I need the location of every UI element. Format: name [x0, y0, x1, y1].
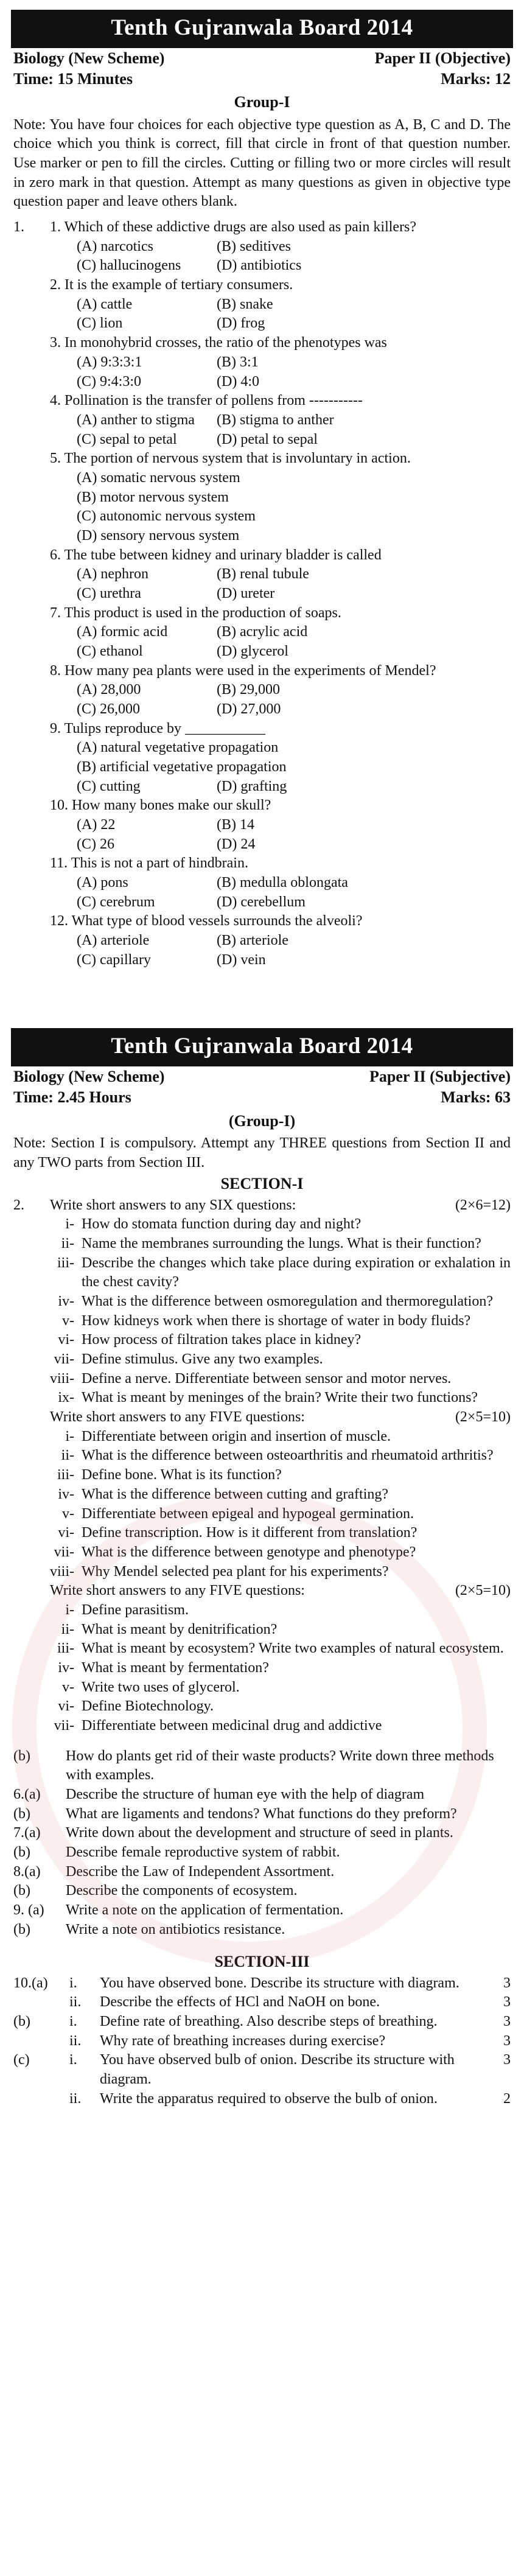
mcq-number: 3. — [50, 335, 61, 351]
q2-item-text: Define a nerve. Differentiate between sensor and motor nerves. — [82, 1370, 452, 1387]
mcq-option: (B) 3:1 — [217, 354, 259, 370]
q3-item-text: Differentiate between origin and insertion of muscle. — [82, 1428, 391, 1444]
mcq-option: (A) cattle — [77, 296, 133, 312]
s3-question — [13, 2032, 511, 2051]
q4-item-text: Write two uses of glycerol. — [82, 1679, 240, 1695]
mcq-number: 7. — [50, 604, 61, 621]
mcq-number: 10. — [50, 797, 68, 814]
mcq-options — [50, 681, 511, 719]
mcq-option: (B) stigma to anther — [217, 411, 334, 428]
q4-item-number: ii- — [61, 1621, 74, 1637]
s3-marks: 2 — [503, 2090, 511, 2107]
mcq-option: (A) arteriole — [77, 932, 150, 948]
q4-item-number: vii- — [54, 1717, 74, 1734]
s3-sub-label: ii. — [69, 2032, 82, 2049]
q4-item-number: v- — [62, 1679, 74, 1695]
long-question-text: Write a note on antibiotics resistance. — [66, 1921, 285, 1937]
long-question-text: Describe the Law of Independent Assortment. — [66, 1863, 335, 1880]
q2-number: 2. — [13, 1197, 24, 1213]
q3-item-text: What is the difference between cutting and grafting? — [82, 1486, 389, 1502]
mcq-stem-text: The tube between kidney and urinary bladder is called — [64, 547, 382, 563]
mcq-option: (D) vein — [217, 951, 266, 968]
mcq-item — [50, 218, 511, 276]
paper2-subject: Biology (New Scheme) — [13, 1068, 165, 1086]
mcq-options — [50, 295, 511, 334]
q4-item-number: i- — [65, 1601, 74, 1618]
mcq-option: (D) 4:0 — [217, 373, 259, 390]
mcq-options — [50, 469, 511, 546]
q2-item-number: vii- — [54, 1351, 74, 1368]
paper2-meta-row2 — [0, 1087, 524, 1108]
s3-question-text: You have observed bone. Describe its structure with diagram. — [100, 1975, 459, 1991]
long-question-label: 9. (a) — [13, 1902, 44, 1918]
s3-marks: 3 — [503, 2013, 511, 2029]
mcq-number: 4. — [50, 393, 61, 409]
long-question — [13, 1824, 511, 1843]
q2-item-number: iii- — [57, 1255, 74, 1271]
q3-item-text: Why Mendel selected pea plant for his experiments? — [82, 1563, 389, 1580]
mcq-option: (B) motor nervous system — [77, 489, 229, 505]
mcq-item — [50, 796, 511, 854]
mcq-item — [50, 854, 511, 912]
q4-list — [0, 1601, 524, 1736]
q3-item — [37, 1543, 511, 1563]
s3-part-label — [13, 1993, 69, 2012]
mcq-option: (D) ureter — [217, 585, 275, 601]
mcq-stem — [50, 449, 511, 469]
mcq-item — [50, 334, 511, 391]
q3-item-number: iv- — [58, 1486, 74, 1502]
q4-item-number: iii- — [57, 1640, 74, 1657]
paper2-paper: Paper II (Subjective) — [369, 1068, 511, 1086]
q4-header — [0, 1581, 524, 1601]
q3-item — [37, 1524, 511, 1543]
q2-item — [37, 1312, 511, 1331]
q2-list — [0, 1215, 524, 1408]
q2-item — [37, 1234, 511, 1254]
q2-item-number: ii- — [61, 1236, 74, 1252]
mcq-option: (C) capillary — [77, 951, 151, 968]
mcq-number: 6. — [50, 547, 61, 563]
paper1-marks: Marks: 12 — [441, 70, 511, 88]
q3-item-text: What is the difference between osteoarthritis and rheumatoid arthritis? — [82, 1447, 494, 1464]
mcq-option: (A) natural vegetative propagation — [77, 740, 279, 756]
mcq-option: (A) pons — [77, 874, 128, 891]
mcq-stem — [50, 391, 511, 411]
mcq-number: 1. — [50, 219, 61, 236]
q2-item — [37, 1350, 511, 1370]
mcq-stem-text: Which of these addictive drugs are also used as pain killers? — [64, 219, 417, 236]
q4-item-text: What is meant by denitrification? — [82, 1621, 278, 1637]
mcq-stem-text: Pollination is the transfer of pollens from ----------- — [65, 393, 363, 409]
s3-sub-label: i. — [69, 2013, 77, 2029]
long-question — [13, 1881, 511, 1901]
q3-item — [37, 1485, 511, 1505]
mcq-item — [50, 276, 511, 334]
mcq-options — [50, 738, 511, 777]
q2-item-text: What is the difference between osmoregulation and thermoregulation? — [82, 1293, 493, 1310]
mcq-stem — [50, 662, 511, 681]
q2-item-text: How process of filtration takes place in kidney? — [82, 1332, 362, 1348]
mcq-option: (C) cerebrum — [77, 894, 155, 910]
mcq-option: (B) snake — [217, 296, 273, 312]
s3-question-text: Why rate of breathing increases during exercise? — [100, 2032, 386, 2049]
q3-item — [37, 1505, 511, 1524]
s3-part-label: 10.(a) — [13, 1975, 48, 1991]
long-question — [13, 1920, 511, 1940]
q4-item-number: vi- — [58, 1698, 74, 1715]
s3-marks: 3 — [503, 1975, 511, 1991]
long-question-label: (b) — [13, 1844, 30, 1860]
mcq-stem — [50, 334, 511, 353]
q2-item — [37, 1370, 511, 1389]
mcq-option: (D) antibiotics — [217, 257, 302, 274]
s3-question — [13, 2051, 511, 2089]
objective-questions — [0, 218, 524, 970]
s3-marks: 3 — [503, 2052, 511, 2068]
q3-item — [37, 1427, 511, 1447]
mcq-option: (C) urethra — [77, 585, 141, 601]
q3-item-text: Define bone. What is its function? — [82, 1467, 282, 1483]
mcq-number: 8. — [50, 662, 61, 679]
long-question-label: (b) — [13, 1805, 30, 1822]
mcq-option: (A) 9:3:3:1 — [77, 354, 142, 370]
long-question-text: What are ligaments and tendons? What functions do they preform? — [66, 1805, 457, 1822]
mcq-options — [50, 237, 511, 276]
mcq-option: (A) nephron — [77, 566, 148, 583]
paper2-marks: Marks: 63 — [441, 1088, 511, 1107]
mcq-item — [50, 449, 511, 545]
q3-marks: (2×5=10) — [455, 1409, 511, 1426]
long-question-text: Write down about the development and structure of seed in plants. — [66, 1825, 453, 1841]
mcq-option: (C) 9:4:3:0 — [77, 373, 141, 390]
q4-item — [37, 1659, 511, 1678]
mcq-options — [50, 623, 511, 661]
mcq-option: (A) somatic nervous system — [77, 469, 240, 486]
long-question-text: How do plants get rid of their waste products? Write down three methods with examples. — [66, 1748, 494, 1783]
section-1-title: SECTION-I — [220, 1175, 304, 1193]
paper2-time: Time: 2.45 Hours — [13, 1088, 131, 1107]
q3-item-number: vi- — [58, 1525, 74, 1541]
mcq-stem — [50, 912, 511, 931]
paper1-paper: Paper II (Objective) — [374, 49, 511, 67]
mcq-stem-text: In monohybrid crosses, the ratio of the phenotypes was — [65, 335, 387, 351]
q2-marks: (2×6=12) — [455, 1197, 511, 1213]
mcq-options — [50, 353, 511, 391]
s3-sub-label: ii. — [69, 1994, 82, 2011]
q2-item-text: What is meant by meninges of the brain? Write their two functions? — [82, 1390, 478, 1406]
q4-item-number: iv- — [58, 1659, 74, 1676]
long-question-text: Write a note on the application of fermentation. — [66, 1902, 344, 1918]
mcq-number: 9. — [50, 720, 61, 737]
question-number: 1. — [13, 219, 24, 236]
q4-item — [37, 1697, 511, 1717]
mcq-option: (B) arteriole — [217, 932, 288, 948]
mcq-option: (A) 22 — [77, 816, 116, 833]
long-question-label: (b) — [13, 1921, 30, 1937]
q3-item-number: v- — [62, 1505, 74, 1522]
mcq-option: (C) 26,000 — [77, 701, 140, 717]
mcq-number: 2. — [50, 277, 61, 293]
mcq-option: (C) cutting — [77, 778, 141, 794]
q3-item — [37, 1563, 511, 1582]
paper1-time: Time: 15 Minutes — [13, 70, 133, 88]
paper2-meta-row1 — [0, 1066, 524, 1087]
mcq-stem-text: How many pea plants were used in the experiments of Mendel? — [65, 662, 436, 679]
q4-item-text: Define parasitism. — [82, 1601, 189, 1618]
q2-item-text: Define stimulus. Give any two examples. — [82, 1351, 323, 1368]
mcq-option: (B) artificial vegetative propagation — [77, 758, 287, 775]
long-question-label: (b) — [13, 1883, 30, 1899]
mcq-option: (C) 26 — [77, 836, 114, 852]
s3-question — [13, 2090, 511, 2109]
q2-item-text: Describe the changes which take place during expiration or exhalation in the chest cavity? — [82, 1255, 511, 1290]
mcq-stem — [50, 276, 511, 295]
section-3-title: SECTION-III — [214, 1953, 310, 1971]
mcq-options — [50, 816, 511, 854]
long-question-label: (b) — [13, 1748, 30, 1764]
q4-heading: Write short answers to any FIVE questions: — [50, 1583, 305, 1599]
q3-item-number: vii- — [54, 1544, 74, 1560]
mcq-option: (C) hallucinogens — [77, 257, 181, 274]
mcq-options-extra — [50, 777, 511, 797]
mcq-option: (B) seditives — [217, 238, 291, 254]
q3-item-text: Define transcription. How is it different from translation? — [82, 1525, 417, 1541]
mcq-stem-text: It is the example of tertiary consumers. — [65, 277, 293, 293]
long-question — [13, 1805, 511, 1824]
mcq-stem — [50, 719, 511, 739]
q2-heading: Write short answers to any SIX questions: — [50, 1197, 296, 1213]
q4-item — [37, 1620, 511, 1640]
mcq-number: 12. — [50, 913, 68, 929]
q2-item-number: viii- — [50, 1370, 74, 1387]
long-question-text: Describe the structure of human eye with the help of diagram — [66, 1786, 425, 1802]
mcq-option: (A) 28,000 — [77, 682, 141, 698]
mcq-option: (B) renal tubule — [217, 566, 309, 583]
mcq-option: (D) cerebellum — [217, 894, 306, 910]
mcq-item — [50, 662, 511, 719]
long-question — [13, 1747, 511, 1785]
mcq-stem — [50, 604, 511, 623]
q2-item — [37, 1215, 511, 1234]
long-question-text: Describe female reproductive system of rabbit. — [66, 1844, 340, 1860]
mcq-stem-text: This product is used in the production of soaps. — [64, 604, 341, 621]
q2-header — [0, 1196, 524, 1216]
mcq-stem — [50, 854, 511, 873]
mcq-option: (D) 24 — [217, 836, 256, 852]
paper1-note: Note: You have four choices for each objective type question as A, B, C and D. The choice which you think is correct, fill that circle in front of that question number. Use marker or pen to fill the circles. Cutting or filling two or more circles will result in zero mark in that question. Attempt as many questions as given in objective type question paper and leave others blank. — [13, 116, 511, 210]
mcq-stem — [50, 796, 511, 816]
s3-sub-label: ii. — [69, 2090, 82, 2107]
q3-item — [37, 1466, 511, 1485]
mcq-item — [50, 546, 511, 604]
s3-marks: 3 — [503, 1994, 511, 2011]
paper2-banner: Tenth Gujranwala Board 2014 — [11, 1028, 513, 1066]
s3-sub-label: i. — [69, 2052, 77, 2068]
mcq-option: (D) sensory nervous system — [77, 527, 240, 544]
mcq-options — [50, 931, 511, 970]
s3-question-text: Describe the effects of HCl and NaOH on bone. — [100, 1994, 380, 2011]
mcq-option: (C) sepal to petal — [77, 431, 177, 447]
mcq-options — [50, 565, 511, 603]
mcq-item — [50, 604, 511, 662]
q2-item-number: iv- — [58, 1293, 74, 1310]
long-question-label: 8.(a) — [13, 1863, 41, 1880]
q3-item-number: viii- — [50, 1563, 74, 1580]
mcq-option: (C) ethanol — [77, 643, 143, 659]
q3-item-number: ii- — [61, 1447, 74, 1464]
mcq-item — [50, 912, 511, 970]
q4-item — [37, 1717, 511, 1736]
mcq-option: (A) narcotics — [77, 238, 153, 254]
paper1-banner: Tenth Gujranwala Board 2014 — [11, 10, 513, 48]
mcq-option: (D) petal to sepal — [217, 431, 318, 447]
mcq-option: (A) anther to stigma — [77, 411, 195, 428]
q2-item — [37, 1254, 511, 1292]
section-2-questions — [0, 1747, 524, 1940]
long-question — [13, 1901, 511, 1920]
mcq-option: (B) medulla oblongata — [217, 874, 348, 891]
q2-item-number: ix- — [58, 1390, 74, 1406]
q2-item — [37, 1331, 511, 1350]
mcq-options — [50, 411, 511, 449]
long-question — [13, 1785, 511, 1805]
q4-marks: (2×5=10) — [455, 1583, 511, 1599]
s3-marks: 3 — [503, 2032, 511, 2049]
mcq-option: (D) frog — [217, 315, 265, 332]
mcq-stem-text: How many bones make our skull? — [72, 797, 271, 814]
mcq-stem-text: This is not a part of hindbrain. — [71, 855, 248, 872]
long-question — [13, 1863, 511, 1882]
q4-item — [37, 1601, 511, 1620]
s3-part-label: (b) — [13, 2013, 30, 2029]
mcq-options — [50, 873, 511, 912]
q4-item-text: What is meant by fermentation? — [82, 1659, 269, 1676]
q2-item-text: Name the membranes surrounding the lungs. What is their function? — [82, 1236, 481, 1252]
s3-question — [13, 1974, 511, 1993]
long-question-label: 6.(a) — [13, 1786, 41, 1802]
q2-item-number: i- — [65, 1216, 74, 1233]
q3-item-number: iii- — [57, 1467, 74, 1483]
mcq-option: (B) 14 — [217, 816, 254, 833]
paper2-group: (Group-I) — [228, 1111, 296, 1130]
mcq-option: (D) glycerol — [217, 643, 288, 659]
mcq-stem — [50, 218, 511, 237]
q3-heading: Write short answers to any FIVE questions: — [50, 1409, 305, 1426]
mcq-option: (B) 29,000 — [217, 682, 280, 698]
paper1-group: Group-I — [234, 93, 290, 111]
mcq-number: 11. — [50, 855, 68, 872]
q3-header — [0, 1408, 524, 1427]
q4-item-text: What is meant by ecosystem? Write two examples of natural ecosystem. — [82, 1640, 504, 1657]
paper1-meta-row2 — [0, 69, 524, 89]
s3-question — [13, 2012, 511, 2032]
mcq-option: (D) grafting — [217, 778, 287, 794]
s3-part-label: (c) — [13, 2052, 30, 2068]
q3-item — [37, 1446, 511, 1466]
q3-list — [0, 1427, 524, 1581]
q2-item-text: How do stomata function during day and night? — [82, 1216, 362, 1233]
s3-sub-label: i. — [69, 1975, 77, 1991]
q3-item-text: What is the difference between genotype and phenotype? — [82, 1544, 416, 1560]
s3-part-label — [13, 2032, 69, 2051]
q3-item-text: Differentiate between epigeal and hypogeal germination. — [82, 1505, 414, 1522]
q4-item-text: Define Biotechnology. — [82, 1698, 214, 1715]
q4-item — [37, 1639, 511, 1659]
mcq-option: (D) 27,000 — [217, 701, 281, 717]
mcq-number: 5. — [50, 450, 61, 467]
mcq-list — [50, 218, 511, 970]
q3-item-number: i- — [65, 1428, 74, 1444]
mcq-stem-text: The portion of nervous system that is involuntary in action. — [64, 450, 411, 467]
q2-item — [37, 1388, 511, 1408]
s3-question — [13, 1993, 511, 2012]
s3-question-text: You have observed bulb of onion. Describe its structure with diagram. — [100, 2052, 455, 2087]
long-question-label: 7.(a) — [13, 1825, 41, 1841]
paper1-subject: Biology (New Scheme) — [13, 49, 165, 67]
paper2-note: Note: Section I is compulsory. Attempt any THREE questions from Section II and any TWO parts from Section III. — [13, 1135, 511, 1171]
mcq-option: (B) acrylic acid — [217, 624, 308, 640]
q4-item — [37, 1678, 511, 1698]
s3-question-text: Write the apparatus required to observe the bulb of onion. — [100, 2090, 438, 2107]
paper1-meta-row1 — [0, 48, 524, 69]
mcq-stem-text: Tulips reproduce by ___________ — [64, 720, 266, 737]
mcq-item — [50, 391, 511, 449]
mcq-option: (C) lion — [77, 315, 123, 332]
q4-item-text: Differentiate between medicinal drug and addictive — [82, 1717, 382, 1734]
q2-item-number: vi- — [58, 1332, 74, 1348]
mcq-stem-text: What type of blood vessels surrounds the alveoli? — [71, 913, 363, 929]
long-question-text: Describe the components of ecosystem. — [66, 1883, 298, 1899]
q2-item — [37, 1292, 511, 1312]
mcq-item — [50, 719, 511, 797]
s3-question-text: Define rate of breathing. Also describe steps of breathing. — [100, 2013, 438, 2029]
q2-item-number: v- — [62, 1312, 74, 1329]
q2-item-text: How kidneys work when there is shortage of water in body fluids? — [82, 1312, 471, 1329]
s3-part-label — [13, 2090, 69, 2109]
long-question — [13, 1843, 511, 1863]
section-3-questions — [0, 1974, 524, 2109]
mcq-option: (C) autonomic nervous system — [77, 508, 256, 525]
mcq-stem — [50, 546, 511, 565]
mcq-option: (A) formic acid — [77, 624, 168, 640]
